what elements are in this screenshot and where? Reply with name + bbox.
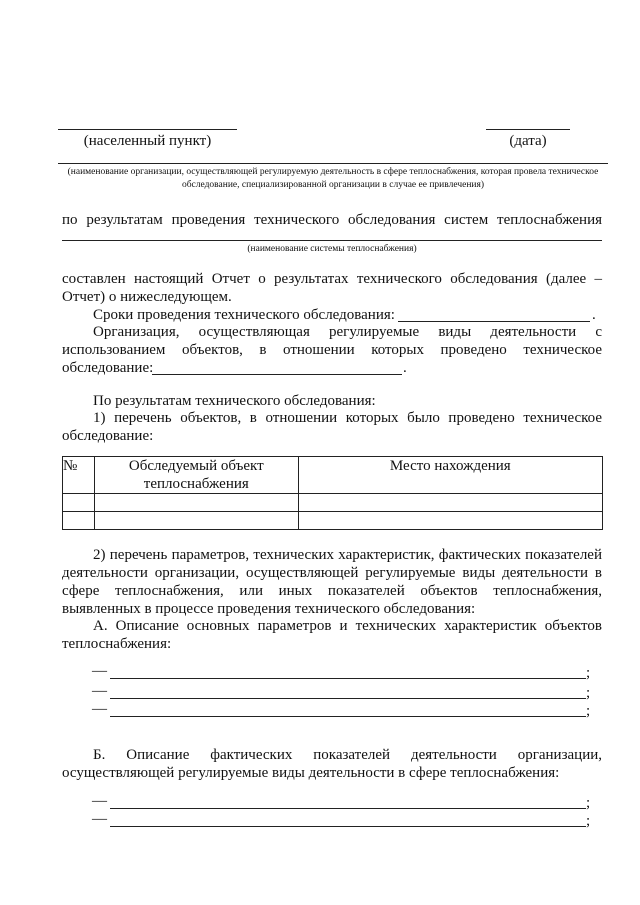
settlement-label: (населенный пункт)	[83, 133, 212, 149]
bullet-dash: —	[92, 793, 107, 809]
dates-blank[interactable]	[398, 321, 590, 322]
table-cell[interactable]	[63, 512, 95, 530]
report-line-2: Отчет) о нижеследующем.	[62, 289, 232, 305]
indicator-blank[interactable]	[110, 808, 586, 809]
section-a-line-1: А. Описание основных параметров и технических характеристик объектов	[93, 618, 602, 634]
table-row[interactable]	[63, 512, 603, 530]
table-cell[interactable]	[63, 494, 95, 512]
line-terminator: ;	[586, 685, 591, 701]
line-terminator: ;	[586, 795, 591, 811]
organization-blank[interactable]	[58, 163, 608, 164]
table-header-row	[63, 457, 603, 494]
organization-caption: (наименование организации, осуществляющей регулируемую деятельность в сфере теплоснабжения, которая провела техническое обследование, специализированной организации в случае ее привлечения)	[67, 167, 599, 190]
org-blank[interactable]	[152, 374, 402, 375]
system-caption: (наименование системы теплоснабжения)	[247, 244, 417, 254]
parameter-blank[interactable]	[110, 698, 586, 699]
table-cell[interactable]	[298, 512, 602, 530]
section-b-line-2: осуществляющей регулируемые виды деятельности в сфере теплоснабжения:	[62, 765, 560, 781]
results-heading: По результатам технического обследования:	[93, 393, 376, 409]
section-b-line-1: Б. Описание фактических показателей деятельности организации,	[93, 747, 602, 763]
section-a-line-2: теплоснабжения:	[62, 636, 172, 652]
org-line-2: использованием объектов, в отношении которых проведено техническое	[62, 342, 602, 358]
objects-table	[62, 456, 603, 530]
org-end: .	[403, 360, 407, 376]
column-object: Обследуемый объект теплоснабжения	[94, 457, 298, 494]
line-terminator: ;	[586, 665, 591, 681]
indicator-blank[interactable]	[110, 826, 586, 827]
bullet-dash: —	[92, 683, 107, 699]
date-label: (дата)	[509, 133, 547, 149]
system-name-blank[interactable]	[62, 240, 602, 241]
item1-line-1: 1) перечень объектов, в отношении которых было проведено техническое	[93, 410, 602, 426]
item2-line-4: выявленных в процессе проведения технического обследования:	[62, 601, 476, 617]
item2-line-1: 2) перечень параметров, технических характеристик, фактических показателей	[93, 547, 602, 563]
line-terminator: ;	[586, 813, 591, 829]
org-line-1: Организация, осуществляющая регулируемые виды деятельности с	[93, 324, 602, 340]
date-blank[interactable]	[486, 129, 570, 130]
results-line: по результатам проведения технического обследования систем теплоснабжения	[62, 212, 602, 228]
line-terminator: ;	[586, 703, 591, 719]
parameter-blank[interactable]	[110, 678, 586, 679]
dates-label: Сроки проведения технического обследования:	[93, 307, 395, 323]
bullet-dash: —	[92, 701, 107, 717]
settlement-blank[interactable]	[58, 129, 237, 130]
item2-line-2: деятельности организации, осуществляющей регулируемые виды деятельности в	[62, 565, 602, 581]
column-location: Место нахождения	[298, 457, 602, 494]
item1-line-2: обследование:	[62, 428, 154, 444]
parameter-blank[interactable]	[110, 716, 586, 717]
bullet-dash: —	[92, 663, 107, 679]
table-row[interactable]	[63, 494, 603, 512]
table-cell[interactable]	[94, 512, 298, 530]
item2-line-3: сфере теплоснабжения, или иных показателей объектов теплоснабжения,	[62, 583, 602, 599]
table-cell[interactable]	[298, 494, 602, 512]
dates-end: .	[592, 307, 596, 323]
report-line-1: составлен настоящий Отчет о результатах технического обследования (далее –	[62, 271, 602, 287]
column-number: №	[63, 457, 95, 494]
org-line-3: обследование:	[62, 360, 154, 376]
table-cell[interactable]	[94, 494, 298, 512]
bullet-dash: —	[92, 811, 107, 827]
